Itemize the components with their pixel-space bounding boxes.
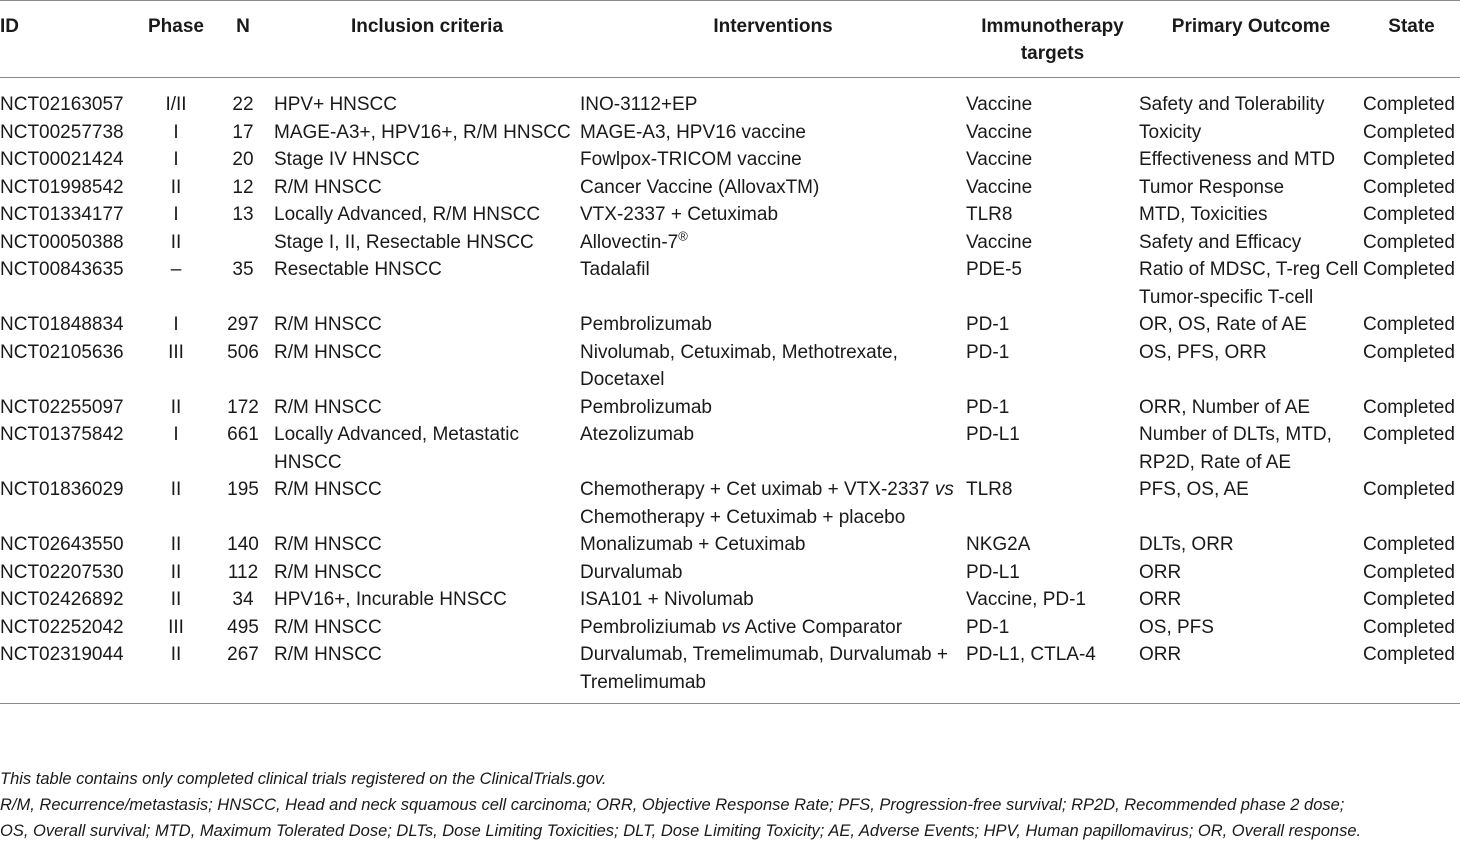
cell-immunotherapy-targets: TLR8 xyxy=(966,479,1013,500)
cell-interventions xyxy=(580,119,966,147)
intervention-text: Nivolumab, Cetuximab, Methotrexate, Docetaxel xyxy=(580,341,898,390)
cell-interventions xyxy=(580,641,966,704)
cell-n: 297 xyxy=(227,314,259,335)
table-header xyxy=(0,1,1460,78)
cell-primary-outcome: OS, PFS xyxy=(1139,616,1214,638)
cell-primary-outcome: OR, OS, Rate of AE xyxy=(1139,314,1307,335)
cell-n: 35 xyxy=(232,259,254,280)
table-row xyxy=(0,201,1460,229)
cell-immunotherapy-targets: Vaccine xyxy=(966,121,1033,143)
intervention-text: MAGE-A3, HPV16 vaccine xyxy=(580,121,806,143)
comparator-text: Chemotherapy + Cetuximab + placebo xyxy=(580,506,906,528)
cell-state: Completed xyxy=(1363,561,1455,583)
cell-immunotherapy-targets: TLR8 xyxy=(966,204,1013,225)
cell-phase: II xyxy=(170,644,182,665)
cell-interventions xyxy=(580,339,966,394)
cell-immunotherapy-targets: PD-1 xyxy=(966,341,1010,363)
header-id: ID xyxy=(0,16,19,37)
cell-id: NCT00843635 xyxy=(0,259,124,280)
cell-phase: II xyxy=(170,396,182,418)
cell-phase: I xyxy=(173,149,179,170)
cell-state: Completed xyxy=(1363,204,1455,225)
intervention-text: Tadalafil xyxy=(580,259,650,280)
table-body xyxy=(0,78,1460,704)
cell-inclusion-criteria: R/M HNSCC xyxy=(274,396,382,418)
cell-state: Completed xyxy=(1363,314,1455,335)
header-inclusion-criteria: Inclusion criteria xyxy=(350,16,504,37)
versus-text: vs xyxy=(934,479,954,500)
cell-interventions xyxy=(580,421,966,476)
footnote-abbreviations-1: R/M, Recurrence/metastasis; HNSCC, Head and neck squamous cell carcinoma; ORR, Objective Response Rate; PFS, Progression-free survival; RP2D, Recommended phase 2 dose; xyxy=(0,796,1345,814)
versus-text: vs xyxy=(721,616,741,638)
cell-state: Completed xyxy=(1363,341,1455,363)
cell-interventions xyxy=(580,614,966,642)
cell-state: Completed xyxy=(1363,121,1455,143)
cell-phase: II xyxy=(170,561,182,583)
cell-interventions xyxy=(580,476,966,531)
cell-id: NCT02319044 xyxy=(0,644,124,665)
cell-interventions xyxy=(580,201,966,229)
cell-interventions xyxy=(580,256,966,311)
cell-immunotherapy-targets: PD-L1 xyxy=(966,561,1020,583)
intervention-text: VTX-2337 + Cetuximab xyxy=(580,204,779,225)
cell-interventions xyxy=(580,586,966,614)
cell-id: NCT01375842 xyxy=(0,424,124,445)
footnote-abbreviations-2: OS, Overall survival; MTD, Maximum Tolerated Dose; DLTs, Dose Limiting Toxicities; DLT, Dose Limiting Toxicity; AE, Adverse Events; HPV, Human papillomavirus; OR, Overall response. xyxy=(0,822,1362,840)
intervention-text: Pembroliziumab xyxy=(580,616,722,638)
cell-n: 112 xyxy=(227,561,259,583)
header-state: State xyxy=(1388,16,1435,37)
header-interventions: Interventions xyxy=(713,16,833,37)
cell-immunotherapy-targets: PD-1 xyxy=(966,616,1010,638)
cell-state: Completed xyxy=(1363,644,1455,665)
intervention-text: Chemotherapy + Cet uximab + VTX-2337 xyxy=(580,479,930,500)
cell-state: Completed xyxy=(1363,176,1455,198)
cell-immunotherapy-targets: Vaccine xyxy=(966,176,1033,198)
cell-immunotherapy-targets: Vaccine xyxy=(966,149,1033,170)
cell-n: 506 xyxy=(227,341,259,363)
cell-immunotherapy-targets: PD-L1, CTLA-4 xyxy=(966,644,1096,665)
intervention-text: Durvalumab xyxy=(580,561,683,583)
cell-phase: I xyxy=(173,204,179,225)
table-row xyxy=(0,256,1460,311)
cell-primary-outcome: Number of DLTs, MTD, RP2D, Rate of AE xyxy=(1139,424,1332,473)
cell-inclusion-criteria: Locally Advanced, Metastatic HNSCC xyxy=(274,424,520,473)
cell-n: 172 xyxy=(227,396,259,418)
cell-n: 267 xyxy=(227,644,259,665)
cell-id: NCT02426892 xyxy=(0,589,124,610)
cell-inclusion-criteria: Stage I, II, Resectable HNSCC xyxy=(274,231,534,253)
cell-id: NCT01998542 xyxy=(0,176,124,198)
cell-id: NCT02643550 xyxy=(0,534,124,555)
table-row xyxy=(0,229,1460,257)
table-row xyxy=(0,311,1460,339)
cell-inclusion-criteria: R/M HNSCC xyxy=(274,176,382,198)
cell-primary-outcome: Safety and Efficacy xyxy=(1139,231,1302,253)
cell-inclusion-criteria: Stage IV HNSCC xyxy=(274,149,420,170)
cell-id: NCT02105636 xyxy=(0,341,124,363)
cell-state: Completed xyxy=(1363,396,1455,418)
cell-n: 34 xyxy=(232,589,254,610)
cell-state: Completed xyxy=(1363,149,1455,170)
cell-phase: I/II xyxy=(165,94,187,115)
table-row xyxy=(0,421,1460,476)
cell-immunotherapy-targets: PD-1 xyxy=(966,314,1010,335)
cell-phase: II xyxy=(170,479,182,500)
table-row xyxy=(0,559,1460,587)
table-row xyxy=(0,641,1460,704)
intervention-text: Durvalumab, Tremelimumab, Durvalumab + Tremelimumab xyxy=(580,644,948,693)
cell-phase: I xyxy=(173,424,179,445)
cell-phase: II xyxy=(170,231,182,253)
cell-id: NCT02207530 xyxy=(0,561,124,583)
table-row xyxy=(0,146,1460,174)
cell-phase: II xyxy=(170,589,182,610)
cell-inclusion-criteria: HPV+ HNSCC xyxy=(274,94,397,115)
cell-interventions xyxy=(580,174,966,202)
table-row xyxy=(0,476,1460,531)
header-phase: Phase xyxy=(148,16,204,37)
table-row xyxy=(0,339,1460,394)
cell-state: Completed xyxy=(1363,259,1455,280)
cell-interventions xyxy=(580,229,966,257)
cell-inclusion-criteria: R/M HNSCC xyxy=(274,341,382,363)
comparator-text: Active Comparator xyxy=(740,616,903,638)
header-n: N xyxy=(236,16,250,37)
cell-inclusion-criteria: R/M HNSCC xyxy=(274,534,382,555)
cell-n: 661 xyxy=(227,424,259,445)
cell-interventions xyxy=(580,531,966,559)
cell-id: NCT02163057 xyxy=(0,94,124,115)
table-row xyxy=(0,394,1460,422)
cell-interventions xyxy=(580,394,966,422)
intervention-text: Monalizumab + Cetuximab xyxy=(580,534,806,555)
table-row xyxy=(0,119,1460,147)
cell-immunotherapy-targets: PDE-5 xyxy=(966,259,1022,280)
cell-state: Completed xyxy=(1363,589,1455,610)
cell-primary-outcome: Ratio of MDSC, T-reg Cell Tumor-specific T-cell xyxy=(1139,259,1359,308)
cell-n: 22 xyxy=(232,94,254,115)
intervention-text: Atezolizumab xyxy=(580,424,695,445)
cell-inclusion-criteria: R/M HNSCC xyxy=(274,561,382,583)
cell-interventions xyxy=(580,146,966,174)
intervention-text: Pembrolizumab xyxy=(580,396,712,418)
intervention-text: INO-3112+EP xyxy=(580,94,698,115)
cell-inclusion-criteria: R/M HNSCC xyxy=(274,314,382,335)
cell-n: 195 xyxy=(227,479,259,500)
cell-inclusion-criteria: Resectable HNSCC xyxy=(274,259,442,280)
cell-id: NCT01334177 xyxy=(0,204,124,225)
cell-state: Completed xyxy=(1363,534,1455,555)
cell-immunotherapy-targets: PD-1 xyxy=(966,396,1010,418)
cell-inclusion-criteria: R/M HNSCC xyxy=(274,644,382,665)
footnote-source: This table contains only completed clinical trials registered on the ClinicalTrials.gov. xyxy=(0,770,607,788)
cell-n: 20 xyxy=(232,149,254,170)
cell-primary-outcome: ORR xyxy=(1139,589,1182,610)
cell-primary-outcome: PFS, OS, AE xyxy=(1139,479,1249,500)
cell-inclusion-criteria: Locally Advanced, R/M HNSCC xyxy=(274,204,541,225)
table-row xyxy=(0,531,1460,559)
table-footnotes xyxy=(0,766,1460,844)
cell-n: 495 xyxy=(227,616,259,638)
cell-immunotherapy-targets: NKG2A xyxy=(966,534,1031,555)
cell-phase: I xyxy=(173,121,179,143)
intervention-text: Fowlpox-TRICOM vaccine xyxy=(580,149,802,170)
intervention-text: Allovectin-7 xyxy=(580,231,679,253)
cell-phase: III xyxy=(168,341,184,363)
cell-state: Completed xyxy=(1363,616,1455,638)
cell-primary-outcome: Toxicity xyxy=(1139,121,1202,143)
cell-n: 12 xyxy=(232,176,254,198)
header-primary-outcome: Primary Outcome xyxy=(1171,16,1331,37)
cell-inclusion-criteria: R/M HNSCC xyxy=(274,616,382,638)
cell-immunotherapy-targets: Vaccine xyxy=(966,94,1033,115)
cell-id: NCT00021424 xyxy=(0,149,124,170)
cell-primary-outcome: ORR, Number of AE xyxy=(1139,396,1311,418)
cell-n: 140 xyxy=(227,534,259,555)
cell-n: 17 xyxy=(232,121,254,143)
cell-id: NCT00050388 xyxy=(0,231,124,253)
cell-interventions xyxy=(580,78,966,119)
intervention-text: Pembrolizumab xyxy=(580,314,712,335)
cell-interventions xyxy=(580,559,966,587)
cell-phase: II xyxy=(170,176,182,198)
cell-primary-outcome: ORR xyxy=(1139,561,1182,583)
table-row xyxy=(0,78,1460,119)
table-row xyxy=(0,586,1460,614)
cell-inclusion-criteria: MAGE-A3+, HPV16+, R/M HNSCC xyxy=(274,121,571,143)
cell-primary-outcome: OS, PFS, ORR xyxy=(1139,341,1267,363)
cell-state: Completed xyxy=(1363,231,1455,253)
header-row xyxy=(0,1,1460,78)
cell-immunotherapy-targets: Vaccine xyxy=(966,231,1033,253)
table-row xyxy=(0,614,1460,642)
cell-immunotherapy-targets: Vaccine, PD-1 xyxy=(966,589,1087,610)
cell-phase: – xyxy=(170,259,182,280)
cell-state: Completed xyxy=(1363,94,1455,115)
cell-id: NCT02255097 xyxy=(0,396,124,418)
intervention-text: Cancer Vaccine (AllovaxTM) xyxy=(580,176,820,198)
cell-id: NCT00257738 xyxy=(0,121,124,143)
cell-primary-outcome: MTD, Toxicities xyxy=(1139,204,1268,225)
table-row xyxy=(0,174,1460,202)
cell-phase: I xyxy=(173,314,179,335)
cell-n: 13 xyxy=(232,204,254,225)
cell-primary-outcome: Effectiveness and MTD xyxy=(1139,149,1336,170)
cell-id: NCT02252042 xyxy=(0,616,124,638)
registered-mark: ® xyxy=(678,228,688,244)
cell-state: Completed xyxy=(1363,479,1455,500)
cell-inclusion-criteria: R/M HNSCC xyxy=(274,479,382,500)
cell-phase: III xyxy=(168,616,184,638)
header-immunotherapy-targets: Immunotherapy targets xyxy=(981,16,1124,64)
cell-primary-outcome: Tumor Response xyxy=(1139,176,1285,198)
cell-id: NCT01836029 xyxy=(0,479,124,500)
cell-primary-outcome: Safety and Tolerability xyxy=(1139,94,1325,115)
intervention-text: ISA101 + Nivolumab xyxy=(580,589,754,610)
cell-primary-outcome: DLTs, ORR xyxy=(1139,534,1234,555)
cell-phase: II xyxy=(170,534,182,555)
cell-id: NCT01848834 xyxy=(0,314,124,335)
cell-interventions xyxy=(580,311,966,339)
cell-immunotherapy-targets: PD-L1 xyxy=(966,424,1020,445)
cell-primary-outcome: ORR xyxy=(1139,644,1182,665)
cell-state: Completed xyxy=(1363,424,1455,445)
cell-n xyxy=(212,229,274,257)
cell-inclusion-criteria: HPV16+, Incurable HNSCC xyxy=(274,589,507,610)
